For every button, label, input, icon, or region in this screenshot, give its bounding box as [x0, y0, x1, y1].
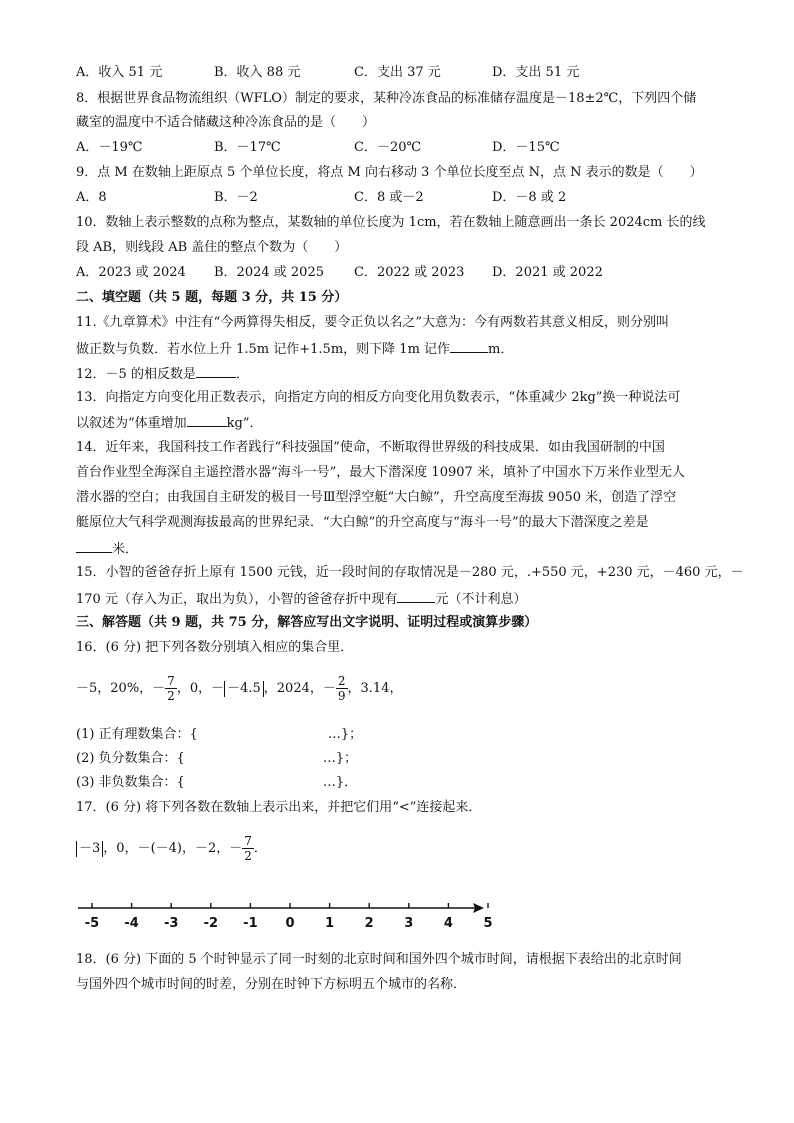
q16-frac1-numerator: 7 — [167, 674, 175, 688]
q13-stem-line1: 13．向指定方向变化用正数表示，向指定方向的相反方向变化用负数表示，“体重减少 2kg”换一种说法可 — [76, 390, 681, 405]
q15-text-b: 元（不计利息） — [435, 592, 527, 607]
q9-stem: 9．点 M 在数轴上距原点 5 个单位长度，将点 M 向右移动 3 个单位长度至点 N，点 N 表示的数是（ ） — [76, 165, 703, 180]
q8-option-d: D．－15℃ — [492, 140, 560, 155]
q11-answer-blank[interactable] — [450, 339, 488, 353]
q15-answer-blank[interactable] — [397, 589, 435, 603]
q18-stem-line2: 与国外四个城市时间的时差，分别在时钟下方标明五个城市的名称． — [76, 977, 467, 992]
q16-set3-label: (3) 非负数集合：{ — [76, 775, 185, 790]
q14-text-end: 米． — [112, 542, 139, 557]
q13-text-a: 以叙述为“体重增加 — [76, 416, 187, 431]
number-line-tick-label: -1 — [243, 916, 258, 931]
q12-text-a: 12．－5 的相反数是 — [76, 367, 196, 382]
q16-numbers-c: ，2024，－ — [263, 681, 336, 696]
number-line-tick-label: 1 — [325, 916, 335, 931]
q12-answer-blank[interactable] — [196, 364, 236, 378]
q16-frac2-numerator: 2 — [337, 674, 346, 688]
q10-stem-line2: 段 AB，则线段 AB 盖住的整点个数为（ ） — [76, 240, 348, 255]
q7-option-a: A．收入 51 元 — [76, 65, 163, 80]
number-line-tick-label: -2 — [203, 916, 219, 931]
q17-absolute-value: －3 — [76, 841, 103, 857]
q16-absolute-value: －4.5 — [224, 681, 264, 697]
q8-stem-line1: 8．根据世界食品物流组织（WFLO）制定的要求，某种冷冻食品的标准储存温度是－18±2℃，下列四个储 — [76, 91, 697, 106]
number-line-tick-label: 3 — [404, 916, 414, 931]
q16-set1-close: …}； — [327, 727, 363, 742]
q11-stem-line1: 11.《九章算术》中注有“今两算得失相反，要令正负以名之”大意为：今有两数若其意义相反，则分别叫 — [76, 315, 669, 330]
q13-answer-blank[interactable] — [187, 413, 227, 427]
q11-text-a: 做正数与负数．若水位上升 1.5m 记作+1.5m，则下降 1m 记作 — [76, 342, 451, 357]
number-line-tick-label: 5 — [483, 916, 493, 931]
q17-frac-numerator: 7 — [244, 834, 252, 848]
q16-fraction-2-9 — [336, 674, 348, 703]
q16-numbers-d: ，3.14， — [347, 681, 403, 696]
q17-numbers-a: ，0， — [103, 841, 138, 856]
q17-frac-denominator: 2 — [244, 849, 252, 863]
q17-number-list — [76, 832, 267, 866]
q16-numbers-a: －5，20%，－ — [76, 681, 166, 696]
q7-option-d: D．支出 51 元 — [492, 65, 580, 80]
q15-text-a: 170 元（存入为正，取出为负），小智的爸爸存折中现有 — [76, 592, 398, 607]
q16-numbers-b: ，0，－ — [176, 681, 225, 696]
q16-set2-close: …}； — [322, 751, 358, 766]
number-line-tick-label: 0 — [285, 916, 295, 931]
q12-text-b: ． — [235, 367, 249, 382]
q9-option-c: C．8 或－2 — [354, 190, 424, 205]
q9-option-b: B．－2 — [214, 190, 258, 205]
q17-stem: 17．(6 分) 将下列各数在数轴上表示出来，并把它们用“<”连接起来． — [76, 800, 482, 815]
q17-numbers-c: ，－2，－ — [181, 841, 243, 856]
q16-frac2-denominator: 9 — [337, 689, 346, 703]
q16-frac1-denominator: 2 — [167, 689, 175, 703]
q15-stem-line2 — [76, 589, 526, 609]
q14-stem-line3: 潜水器的空白；由我国自主研发的极目一号Ⅲ型浮空艇“大白鲸”，升空高度至海拔 9050 米，创造了浮空 — [76, 490, 677, 505]
q17-numbers-d: ． — [253, 841, 267, 856]
q10-option-b: B．2024 或 2025 — [214, 265, 324, 280]
q10-stem-line1: 10．数轴上表示整数的点称为整点，某数轴的单位长度为 1cm，若在数轴上随意画出一条长 2024cm 长的线 — [76, 215, 706, 230]
q14-stem-line5 — [76, 539, 138, 559]
q17-fraction-7-2 — [242, 834, 254, 863]
number-line-tick-label: -5 — [84, 916, 100, 931]
number-line — [72, 892, 512, 942]
q16-set-positive-rational — [76, 726, 362, 744]
q12-stem — [76, 364, 249, 384]
q11-text-b: m． — [488, 342, 514, 357]
number-line-tick-label: -4 — [124, 916, 139, 931]
q13-stem-line2 — [76, 413, 263, 433]
q10-option-c: C．2022 或 2023 — [354, 265, 465, 280]
q8-option-c: C．－20℃ — [354, 140, 422, 155]
q8-option-b: B．－17℃ — [214, 140, 281, 155]
q7-option-b: B．收入 88 元 — [214, 65, 301, 80]
q16-number-list — [76, 672, 402, 706]
number-line-tick-label: -3 — [163, 916, 179, 931]
q14-stem-line4: 艇原位大气科学观测海拔最高的世界纪录．“大白鲸”的升空高度与“海斗一号”的最大下潜深度之差是 — [76, 515, 649, 530]
q10-option-d: D．2021 或 2022 — [492, 265, 603, 280]
q16-set3-close: …}． — [322, 775, 358, 790]
q16-set2-label: (2) 负分数集合：{ — [76, 751, 185, 766]
section-2-title: 二、填空题（共 5 题，每题 3 分，共 15 分） — [76, 290, 348, 305]
q16-fraction-7-2 — [165, 674, 177, 703]
q17-numbers-b: －(－4) — [137, 841, 182, 856]
number-line-tick-label: 2 — [364, 916, 374, 931]
q9-option-a: A．8 — [76, 190, 107, 205]
q16-set1-label: (1) 正有理数集合：{ — [76, 727, 198, 742]
q8-option-a: A．－19℃ — [76, 140, 143, 155]
q16-set-non-negative — [76, 774, 357, 792]
q14-answer-blank[interactable] — [76, 539, 112, 553]
q16-stem: 16．(6 分) 把下列各数分别填入相应的集合里． — [76, 640, 354, 655]
q8-stem-line2: 藏室的温度中不适合储藏这种冷冻食品的是（ ） — [76, 115, 376, 130]
q13-text-b: kg”． — [226, 416, 263, 431]
section-3-title: 三、解答题（共 9 题，共 75 分，解答应写出文字说明、证明过程或演算步骤） — [76, 615, 538, 630]
q10-option-a: A．2023 或 2024 — [76, 265, 186, 280]
q16-set-negative-fraction — [76, 750, 357, 768]
number-line-tick-label: 4 — [443, 916, 453, 931]
q14-stem-line2: 首台作业型全海深自主遥控潜水器“海斗一号”，最大下潜深度 10907 米，填补了中国水下万米作业型无人 — [76, 465, 685, 480]
q9-option-d: D．－8 或 2 — [492, 190, 567, 205]
q7-option-c: C．支出 37 元 — [354, 65, 441, 80]
q14-stem-line1: 14．近年来，我国科技工作者践行“科技强国”使命，不断取得世界级的科技成果．如由我国研制的中国 — [76, 440, 665, 455]
q15-stem-line1: 15．小智的爸爸存折上原有 1500 元钱，近一段时间的存取情况是－280 元，.+550 元，+230 元，－460 元，－ — [76, 565, 744, 580]
q18-stem-line1: 18．(6 分) 下面的 5 个时钟显示了同一时刻的北京时间和国外四个城市时间，请根据下表给出的北京时间 — [76, 952, 682, 967]
q11-stem-line2 — [76, 339, 513, 359]
